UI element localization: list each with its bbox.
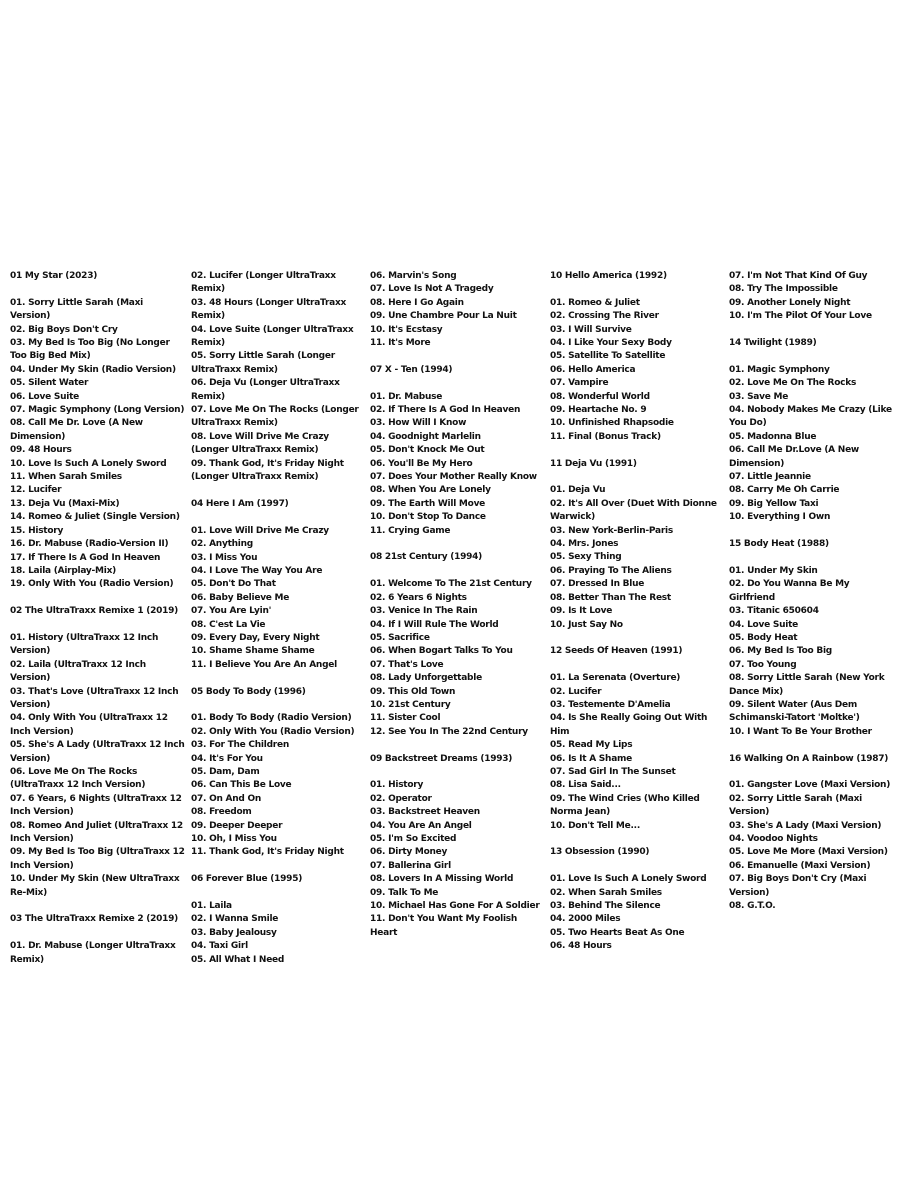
track-item: 07. Love Is Not A Tragedy [370, 284, 494, 295]
track-item: 04. Love Suite (Longer UltraTraxx Remix) [191, 324, 354, 349]
tracklist-column [729, 270, 900, 927]
tracklist-column [10, 270, 191, 980]
track-item: 08. Lisa Said... [550, 780, 621, 791]
track-item: 01. Magic Symphony [729, 364, 830, 375]
album-block [370, 753, 550, 941]
track-item: 04. Voodoo Nights [729, 833, 818, 844]
album-block [729, 337, 900, 525]
track-item: 02. Anything [191, 539, 253, 550]
track-item: 07. Little Jeannie [729, 472, 811, 483]
tracklist-column [191, 270, 370, 980]
track-item: 05. Dam, Dam [191, 766, 260, 777]
track-item: 07. Does Your Mother Really Know [370, 472, 537, 483]
album-block [550, 645, 729, 833]
album-block [370, 270, 550, 350]
track-item: 02. Do You Wanna Be My Girlfriend [729, 579, 850, 603]
track-item: 07. Ballerina Girl [370, 860, 451, 871]
track-item: 07. Big Boys Don't Cry (Maxi Version) [729, 874, 867, 898]
track-item: 06. Dirty Money [370, 847, 448, 858]
track-item: 09. My Bed Is Too Big (UltraTraxx 12 Inch Version) [10, 847, 185, 871]
track-item: 05. Don't Do That [191, 579, 276, 590]
track-item: 17. If There Is A God In Heaven [10, 552, 161, 563]
track-item: 01. Laila [191, 901, 232, 911]
track-item: 02. Lucifer [550, 686, 602, 697]
track-item: 05. Body Heat [729, 632, 798, 643]
track-item: 13. Deja Vu (Maxi-Mix) [10, 498, 120, 509]
album-title: 06 Forever Blue (1995) [191, 874, 303, 885]
track-item: 08. Better Than The Rest [550, 592, 671, 603]
track-item: 12. See You In The 22nd Century [370, 726, 528, 737]
track-item: 07. Sad Girl In The Sunset [550, 766, 676, 777]
track-item: 03. Behind The Silence [550, 900, 661, 911]
track-item: 04. I Like Your Sexy Body [550, 338, 672, 349]
album-title: 11 Deja Vu (1991) [550, 458, 637, 469]
track-item: 03. Save Me [729, 391, 789, 402]
album-block [10, 605, 191, 900]
track-item: 11. Thank God, It's Friday Night [191, 847, 344, 858]
track-item: 04. Love Suite [729, 619, 798, 630]
track-item: 04. Taxi Girl [191, 941, 248, 952]
track-item: 08. Sorry Little Sarah (New York Dance Mix) [729, 673, 885, 697]
track-item: 05. Sacrifice [370, 632, 430, 643]
album-block [191, 270, 370, 485]
track-item: 03. Titanic 650604 [729, 606, 819, 617]
track-item: 05. Don't Knock Me Out [370, 445, 485, 456]
track-item: 04. Nobody Makes Me Crazy (Like You Do) [729, 405, 892, 429]
track-item: 05. I'm So Excited [370, 833, 457, 844]
track-item: 08. Lovers In A Missing World [370, 874, 514, 885]
track-item: 02. Operator [370, 793, 432, 804]
track-item: 08. Romeo And Juliet (UltraTraxx 12 Inch Version) [10, 820, 183, 845]
track-item: 02. Crossing The River [550, 311, 659, 322]
track-item: 10. Everything I Own [729, 512, 831, 523]
track-item: 10. Shame Shame Shame [191, 646, 315, 657]
track-item: 07. Magic Symphony (Long Version) [10, 405, 185, 416]
track-item: 10. Unfinished Rhapsodie [550, 418, 674, 429]
track-item: 09. Talk To Me [370, 887, 439, 898]
track-item: 02. Sorry Little Sarah (Maxi Version) [729, 793, 863, 818]
track-item: 10. It's Ecstasy [370, 324, 443, 335]
track-item: 02. Big Boys Don't Cry [10, 324, 118, 335]
album-title: 13 Obsession (1990) [550, 847, 650, 858]
track-item: 15. History [10, 525, 64, 536]
album-title: 10 Hello America (1992) [550, 271, 667, 281]
track-item: 02. Love Me On The Rocks [729, 378, 857, 389]
track-item: 10. Love Is Such A Lonely Sword [10, 458, 167, 469]
album-block [10, 270, 191, 592]
track-item: 07. On And On [191, 793, 262, 804]
album-block [550, 270, 729, 444]
album-title: 04 Here I Am (1997) [191, 498, 289, 509]
track-item: 01. Deja Vu [550, 485, 606, 496]
track-item: 08. Call Me Dr. Love (A New Dimension) [10, 418, 143, 442]
tracklist-column [370, 270, 550, 954]
track-item: 07. 6 Years, 6 Nights (UltraTraxx 12 Inch Version) [10, 793, 182, 818]
album-title: 08 21st Century (1994) [370, 552, 483, 563]
track-item: 08. When You Are Lonely [370, 485, 491, 496]
track-item: 10. I Want To Be Your Brother [729, 726, 872, 737]
track-item: 06. Hello America [550, 364, 636, 375]
track-item: 01. Love Will Drive Me Crazy [191, 525, 329, 536]
track-item: 08. Wonderful World [550, 391, 650, 402]
track-item: 01. Gangster Love (Maxi Version) [729, 780, 891, 791]
track-item: 08. Here I Go Again [370, 297, 464, 308]
album-block [550, 846, 729, 953]
tracklist-sheet [10, 270, 900, 980]
track-item: 03. New York-Berlin-Paris [550, 525, 673, 536]
track-item: 06. Is It A Shame [550, 753, 632, 764]
track-item: 01. Dr. Mabuse [370, 391, 443, 402]
track-item: 07. Too Young [729, 659, 797, 670]
track-item: 02. It's All Over (Duet With Dionne Warwick) [550, 498, 717, 523]
track-item: 02. If There Is A God In Heaven [370, 405, 521, 416]
track-item: 05. All What I Need [191, 954, 285, 965]
track-item: 01. Body To Body (Radio Version) [191, 713, 352, 724]
track-item: 09. The Earth Will Move [370, 498, 486, 509]
track-item: 07. Vampire [550, 378, 609, 389]
album-block [729, 538, 900, 739]
track-item: 02. Only With You (Radio Version) [191, 726, 355, 737]
track-item: 08. Carry Me Oh Carrie [729, 485, 840, 496]
track-item: 11. Sister Cool [370, 713, 441, 724]
album-block [550, 458, 729, 632]
track-item: 06. My Bed Is Too Big [729, 646, 832, 657]
album-title: 03 The UltraTraxx Remixe 2 (2019) [10, 914, 179, 925]
track-item: 18. Laila (Airplay-Mix) [10, 565, 116, 576]
track-item: 01. Romeo & Juliet [550, 297, 640, 308]
album-title: 12 Seeds Of Heaven (1991) [550, 646, 683, 657]
track-item: 03. Testemente D'Amelia [550, 699, 671, 710]
track-item: 08. G.T.O. [729, 901, 776, 911]
album-block [191, 686, 370, 860]
track-item: 10. Michael Has Gone For A Soldier [370, 901, 540, 911]
track-item: 11. I Believe You Are An Angel [191, 659, 337, 670]
track-item: 01. Dr. Mabuse (Longer UltraTraxx Remix) [10, 941, 176, 965]
track-item: 01. La Serenata (Overture) [550, 673, 681, 684]
track-item: 02. When Sarah Smiles [550, 887, 662, 898]
track-item: 06. Emanuelle (Maxi Version) [729, 860, 871, 871]
track-item: 06. Can This Be Love [191, 780, 292, 791]
track-item: 10. Just Say No [550, 619, 623, 630]
album-block [370, 551, 550, 739]
track-item: 03. I Miss You [191, 552, 258, 563]
track-item: 16. Dr. Mabuse (Radio-Version II) [10, 539, 169, 550]
album-block [729, 270, 900, 324]
track-item: 01. Sorry Little Sarah (Maxi Version) [10, 297, 144, 322]
track-item: 06. Love Me On The Rocks (UltraTraxx 12 Inch Version) [10, 766, 146, 791]
track-item: 01. History (UltraTraxx 12 Inch Version) [10, 632, 159, 657]
album-title: 05 Body To Body (1996) [191, 686, 306, 697]
track-item: 03. 48 Hours (Longer UltraTraxx Remix) [191, 297, 347, 322]
track-item: 09. Une Chambre Pour La Nuit [370, 311, 517, 322]
track-item: 09. The Wind Cries (Who Killed Norma Jean) [550, 793, 700, 818]
track-item: 06. Praying To The Aliens [550, 565, 672, 576]
track-item: 05. Satellite To Satellite [550, 351, 666, 362]
track-item: 11. Final (Bonus Track) [550, 431, 661, 442]
track-item: 04. Mrs. Jones [550, 539, 619, 550]
album-title: 02 The UltraTraxx Remixe 1 (2019) [10, 606, 179, 617]
track-item: 09. Another Lonely Night [729, 297, 851, 308]
track-item: 03. Baby Jealousy [191, 927, 277, 938]
track-item: 10. Under My Skin (New UltraTraxx Re-Mix) [10, 874, 180, 898]
track-item: 03. Venice In The Rain [370, 606, 478, 617]
track-item: 08. Freedom [191, 807, 252, 818]
track-item: 05. Sorry Little Sarah (Longer UltraTraxx Remix) [191, 351, 335, 375]
track-item: 03. I Will Survive [550, 324, 632, 335]
track-item: 01. History [370, 780, 424, 791]
track-item: 11. Don't You Want My Foolish Heart [370, 914, 518, 938]
track-item: 04. I Love The Way You Are [191, 565, 323, 576]
track-item: 10. I'm The Pilot Of Your Love [729, 311, 872, 322]
track-item: 09. Deeper Deeper [191, 820, 283, 831]
track-item: 03. That's Love (UltraTraxx 12 Inch Version) [10, 686, 179, 710]
track-item: 02. Lucifer (Longer UltraTraxx Remix) [191, 271, 336, 295]
track-item: 05. Read My Lips [550, 740, 633, 751]
track-item: 06. 48 Hours [550, 941, 612, 952]
track-item: 11. It's More [370, 338, 431, 349]
track-item: 04. If I Will Rule The World [370, 619, 499, 630]
track-item: 11. Crying Game [370, 525, 451, 536]
track-item: 07. You Are Lyin' [191, 606, 272, 617]
album-block [191, 873, 370, 967]
album-title: 14 Twilight (1989) [729, 338, 817, 349]
track-item: 05. Sexy Thing [550, 552, 622, 563]
track-item: 01. Under My Skin [729, 565, 818, 576]
track-item: 01. Welcome To The 21st Century [370, 579, 532, 590]
track-item: 02. Laila (UltraTraxx 12 Inch Version) [10, 659, 146, 684]
track-item: 09. Silent Water (Aus Dem Schimanski-Tatort 'Moltke') [729, 699, 860, 724]
track-item: 09. Thank God, It's Friday Night (Longer UltraTraxx Remix) [191, 458, 344, 483]
track-item: 05. Two Hearts Beat As One [550, 927, 685, 938]
track-item: 11. When Sarah Smiles [10, 472, 122, 483]
track-item: 04. Is She Really Going Out With Him [550, 713, 708, 737]
track-item: 14. Romeo & Juliet (Single Version) [10, 512, 180, 523]
track-item: 04. Goodnight Marlelin [370, 431, 481, 442]
track-item: 08. Try The Impossible [729, 284, 838, 295]
track-item: 05. Love Me More (Maxi Version) [729, 847, 888, 858]
album-title: 01 My Star (2023) [10, 271, 98, 281]
track-item: 09. Heartache No. 9 [550, 405, 647, 416]
track-item: 09. This Old Town [370, 686, 456, 697]
track-item: 07. That's Love [370, 659, 444, 670]
track-item: 02. 6 Years 6 Nights [370, 592, 467, 603]
track-item: 03. She's A Lady (Maxi Version) [729, 820, 882, 831]
track-item: 19. Only With You (Radio Version) [10, 579, 174, 590]
track-item: 06. Call Me Dr.Love (A New Dimension) [729, 445, 859, 469]
track-item: 08. Lady Unforgettable [370, 673, 482, 684]
track-item: 06. Marvin's Song [370, 271, 457, 281]
track-item: 06. Deja Vu (Longer UltraTraxx Remix) [191, 378, 340, 402]
track-item: 03. For The Children [191, 740, 289, 751]
track-item: 06. You'll Be My Hero [370, 458, 473, 469]
track-item: 09. 48 Hours [10, 445, 72, 456]
track-item: 08. C'est La Vie [191, 619, 266, 630]
track-item: 09. Is It Love [550, 606, 613, 617]
album-block [10, 913, 191, 967]
track-item: 04. It's For You [191, 753, 263, 764]
track-item: 12. Lucifer [10, 485, 62, 496]
track-item: 05. Madonna Blue [729, 431, 817, 442]
track-item: 03. How Will I Know [370, 418, 467, 429]
track-item: 04. You Are An Angel [370, 820, 472, 831]
track-item: 10. 21st Century [370, 699, 451, 710]
track-item: 10. Oh, I Miss You [191, 834, 277, 844]
track-item: 08. Love Will Drive Me Crazy (Longer UltraTraxx Remix) [191, 431, 329, 456]
track-item: 02. I Wanna Smile [191, 914, 279, 925]
track-item: 07. Dressed In Blue [550, 579, 645, 590]
track-item: 09. Every Day, Every Night [191, 632, 320, 643]
track-item: 04. Only With You (UltraTraxx 12 Inch Version) [10, 713, 168, 737]
track-item: 10. Don't Stop To Dance [370, 512, 486, 523]
track-item: 05. She's A Lady (UltraTraxx 12 Inch Version) [10, 740, 185, 764]
track-item: 06. When Bogart Talks To You [370, 646, 513, 657]
album-title: 15 Body Heat (1988) [729, 539, 829, 550]
track-item: 03. Backstreet Heaven [370, 807, 480, 818]
album-title: 16 Walking On A Rainbow (1987) [729, 753, 889, 764]
track-item: 05. Silent Water [10, 378, 89, 389]
track-item: 07. I'm Not That Kind Of Guy [729, 271, 868, 281]
track-item: 06. Love Suite [10, 391, 79, 402]
track-item: 04. Under My Skin (Radio Version) [10, 364, 176, 375]
album-block [191, 498, 370, 672]
track-item: 07. Love Me On The Rocks (Longer UltraTraxx Remix) [191, 405, 359, 429]
track-item: 04. 2000 Miles [550, 914, 621, 925]
track-item: 10. Don't Tell Me... [550, 820, 640, 831]
tracklist-column [550, 270, 729, 967]
track-item: 03. My Bed Is Too Big (No Longer Too Big Bed Mix) [10, 338, 170, 362]
track-item: 09. Big Yellow Taxi [729, 498, 819, 509]
track-item: 01. Love Is Such A Lonely Sword [550, 874, 707, 885]
album-block [729, 753, 900, 914]
album-title: 09 Backstreet Dreams (1993) [370, 753, 513, 764]
album-block [370, 364, 550, 538]
track-item: 06. Baby Believe Me [191, 592, 290, 603]
album-title: 07 X - Ten (1994) [370, 364, 453, 375]
